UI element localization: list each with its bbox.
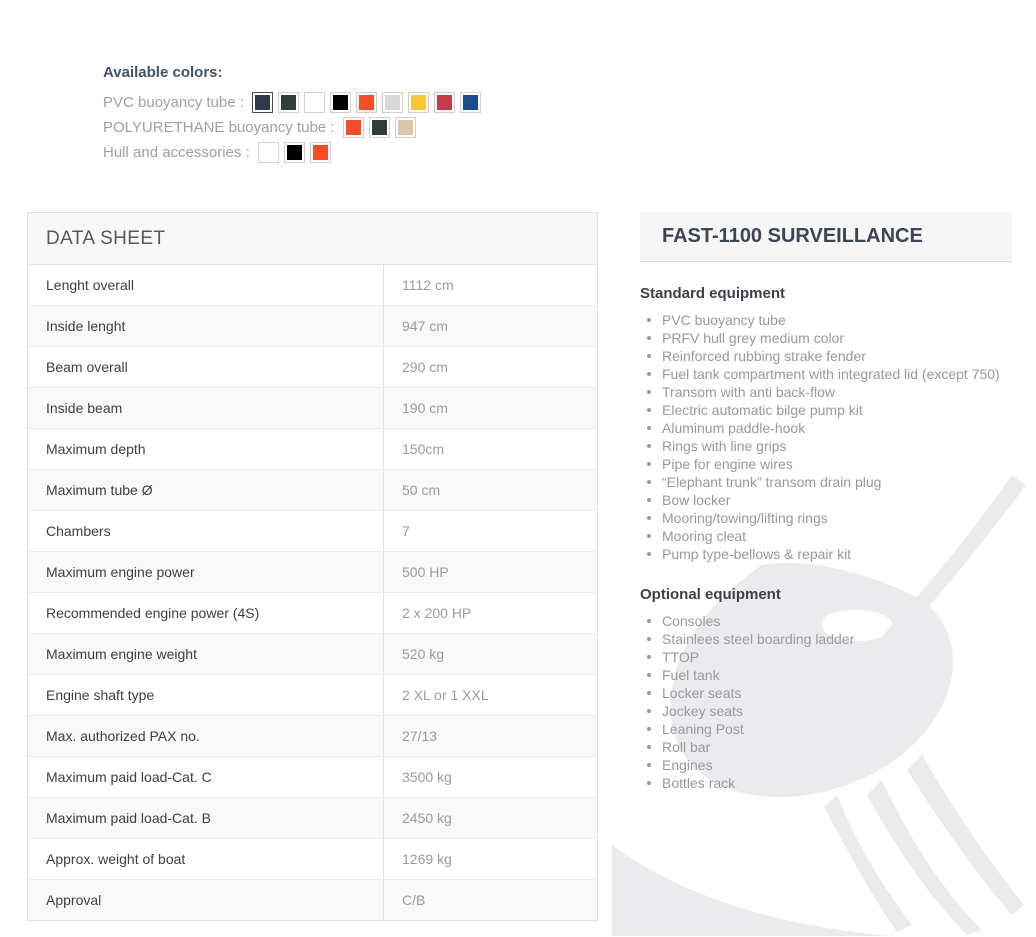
color-swatch-blue[interactable] bbox=[460, 92, 481, 113]
equipment-item: Aluminum paddle-hook bbox=[640, 419, 1012, 437]
color-swatch-fill bbox=[313, 145, 328, 160]
data-sheet-table bbox=[27, 212, 598, 921]
spec-label: Maximum paid load-Cat. C bbox=[28, 757, 384, 797]
color-row-label: POLYURETHANE buoyancy tube : bbox=[103, 119, 335, 136]
color-swatch-navy-slate[interactable] bbox=[252, 92, 273, 113]
available-colors-section bbox=[103, 64, 486, 165]
equipment-item: Bow locker bbox=[640, 491, 1012, 509]
spec-value: 2450 kg bbox=[402, 810, 452, 826]
spec-value: 1112 cm bbox=[402, 277, 454, 293]
equipment-item: Fuel tank bbox=[640, 666, 1012, 684]
color-row-label: PVC buoyancy tube : bbox=[103, 94, 244, 111]
table-row bbox=[28, 634, 597, 675]
equipment-item: Consoles bbox=[640, 612, 1012, 630]
color-swatch-fill bbox=[281, 95, 296, 110]
color-swatch-orange[interactable] bbox=[356, 92, 377, 113]
color-swatch-fill bbox=[463, 95, 478, 110]
equipment-item: Bottles rack bbox=[640, 774, 1012, 792]
color-row bbox=[103, 90, 486, 115]
spec-label: Maximum depth bbox=[28, 429, 384, 469]
table-row bbox=[28, 265, 597, 306]
spec-label: Approx. weight of boat bbox=[28, 839, 384, 879]
spec-value: 290 cm bbox=[402, 359, 448, 375]
spec-label: Inside lenght bbox=[28, 306, 384, 346]
table-row bbox=[28, 306, 597, 347]
equipment-item: TTOP bbox=[640, 648, 1012, 666]
equipment-item: Engines bbox=[640, 756, 1012, 774]
color-swatch-fill bbox=[261, 145, 276, 160]
color-swatch-fill bbox=[411, 95, 426, 110]
spec-value: 50 cm bbox=[402, 482, 441, 498]
spec-label: Maximum paid load-Cat. B bbox=[28, 798, 384, 838]
equipment-item: Mooring/towing/lifting rings bbox=[640, 509, 1012, 527]
spec-value: 7 bbox=[402, 523, 410, 539]
equipment-item: Electric automatic bilge pump kit bbox=[640, 401, 1012, 419]
spec-label: Max. authorized PAX no. bbox=[28, 716, 384, 756]
optional-equipment-heading: Optional equipment bbox=[640, 586, 781, 603]
color-swatch-light-grey[interactable] bbox=[382, 92, 403, 113]
spec-value: 520 kg bbox=[402, 646, 445, 662]
equipment-item: Stainlees steel boarding ladder bbox=[640, 630, 1012, 648]
equipment-item: Locker seats bbox=[640, 684, 1012, 702]
data-sheet-title: DATA SHEET bbox=[28, 213, 597, 265]
spec-value: 2 x 200 HP bbox=[402, 605, 472, 621]
equipment-item: Reinforced rubbing strake fender bbox=[640, 347, 1012, 365]
spec-value: 27/13 bbox=[402, 728, 438, 744]
color-swatch-fill bbox=[372, 120, 387, 135]
color-swatch-black[interactable] bbox=[330, 92, 351, 113]
spec-value: 150cm bbox=[402, 441, 445, 457]
table-row bbox=[28, 470, 597, 511]
table-row bbox=[28, 593, 597, 634]
table-row bbox=[28, 429, 597, 470]
equipment-item: Pipe for engine wires bbox=[640, 455, 1012, 473]
spec-label: Beam overall bbox=[28, 347, 384, 387]
color-swatch-orange[interactable] bbox=[310, 142, 331, 163]
color-row bbox=[103, 115, 486, 140]
color-swatch-fill bbox=[385, 95, 400, 110]
color-swatch-fill bbox=[307, 95, 322, 110]
spec-label: Approval bbox=[28, 880, 384, 920]
table-row bbox=[28, 511, 597, 552]
color-swatch-beige[interactable] bbox=[395, 117, 416, 138]
table-row bbox=[28, 757, 597, 798]
spec-label: Chambers bbox=[28, 511, 384, 551]
spec-label: Maximum engine power bbox=[28, 552, 384, 592]
equipment-item: Rings with line grips bbox=[640, 437, 1012, 455]
color-swatch-fill bbox=[255, 95, 270, 110]
product-panel bbox=[640, 212, 1012, 796]
standard-equipment-heading: Standard equipment bbox=[640, 285, 786, 302]
table-row bbox=[28, 798, 597, 839]
color-swatch-fill bbox=[333, 95, 348, 110]
color-swatch-fill bbox=[287, 145, 302, 160]
color-swatch-fill bbox=[346, 120, 361, 135]
color-swatch-fill bbox=[437, 95, 452, 110]
spec-value: 190 cm bbox=[402, 400, 448, 416]
equipment-item: Fuel tank compartment with integrated lid (except 750) bbox=[640, 365, 1012, 383]
color-swatch-dark-green[interactable] bbox=[278, 92, 299, 113]
color-swatch-black[interactable] bbox=[284, 142, 305, 163]
color-swatch-orange[interactable] bbox=[343, 117, 364, 138]
spec-label: Lenght overall bbox=[28, 265, 384, 305]
color-swatch-white[interactable] bbox=[304, 92, 325, 113]
spec-label: Maximum tube Ø bbox=[28, 470, 384, 510]
color-swatch-dark-green[interactable] bbox=[369, 117, 390, 138]
equipment-item: PVC buoyancy tube bbox=[640, 311, 1012, 329]
equipment-item: Mooring cleat bbox=[640, 527, 1012, 545]
equipment-item: Jockey seats bbox=[640, 702, 1012, 720]
color-swatch-fill bbox=[398, 120, 413, 135]
table-row bbox=[28, 716, 597, 757]
table-row bbox=[28, 347, 597, 388]
spec-value: 2 XL or 1 XXL bbox=[402, 687, 489, 703]
spec-label: Maximum engine weight bbox=[28, 634, 384, 674]
available-colors-heading: Available colors: bbox=[103, 64, 223, 81]
spec-label: Engine shaft type bbox=[28, 675, 384, 715]
table-row bbox=[28, 880, 597, 920]
equipment-item: Transom with anti back-flow bbox=[640, 383, 1012, 401]
color-rows bbox=[103, 90, 486, 165]
equipment-item: Pump type-bellows & repair kit bbox=[640, 545, 1012, 563]
equipment-item: PRFV hull grey medium color bbox=[640, 329, 1012, 347]
table-row bbox=[28, 675, 597, 716]
spec-value: 1269 kg bbox=[402, 851, 452, 867]
equipment-item: “Elephant trunk” transom drain plug bbox=[640, 473, 1012, 491]
data-sheet-rows bbox=[28, 265, 597, 920]
spec-value: 500 HP bbox=[402, 564, 449, 580]
standard-equipment-list bbox=[640, 311, 1012, 563]
table-row bbox=[28, 552, 597, 593]
spec-value: 947 cm bbox=[402, 318, 448, 334]
table-row bbox=[28, 839, 597, 880]
spec-value: 3500 kg bbox=[402, 769, 452, 785]
equipment-item: Leaning Post bbox=[640, 720, 1012, 738]
color-swatch-white[interactable] bbox=[258, 142, 279, 163]
spec-label: Inside beam bbox=[28, 388, 384, 428]
spec-label: Recommended engine power (4S) bbox=[28, 593, 384, 633]
color-swatch-fill bbox=[359, 95, 374, 110]
color-row-label: Hull and accessories : bbox=[103, 144, 250, 161]
equipment-item: Roll bar bbox=[640, 738, 1012, 756]
optional-equipment-list bbox=[640, 612, 1012, 792]
table-row bbox=[28, 388, 597, 429]
color-swatch-red[interactable] bbox=[434, 92, 455, 113]
product-title: FAST-1100 SURVEILLANCE bbox=[640, 212, 1012, 262]
color-row bbox=[103, 140, 486, 165]
color-swatch-yellow[interactable] bbox=[408, 92, 429, 113]
spec-value: C/B bbox=[402, 892, 426, 908]
